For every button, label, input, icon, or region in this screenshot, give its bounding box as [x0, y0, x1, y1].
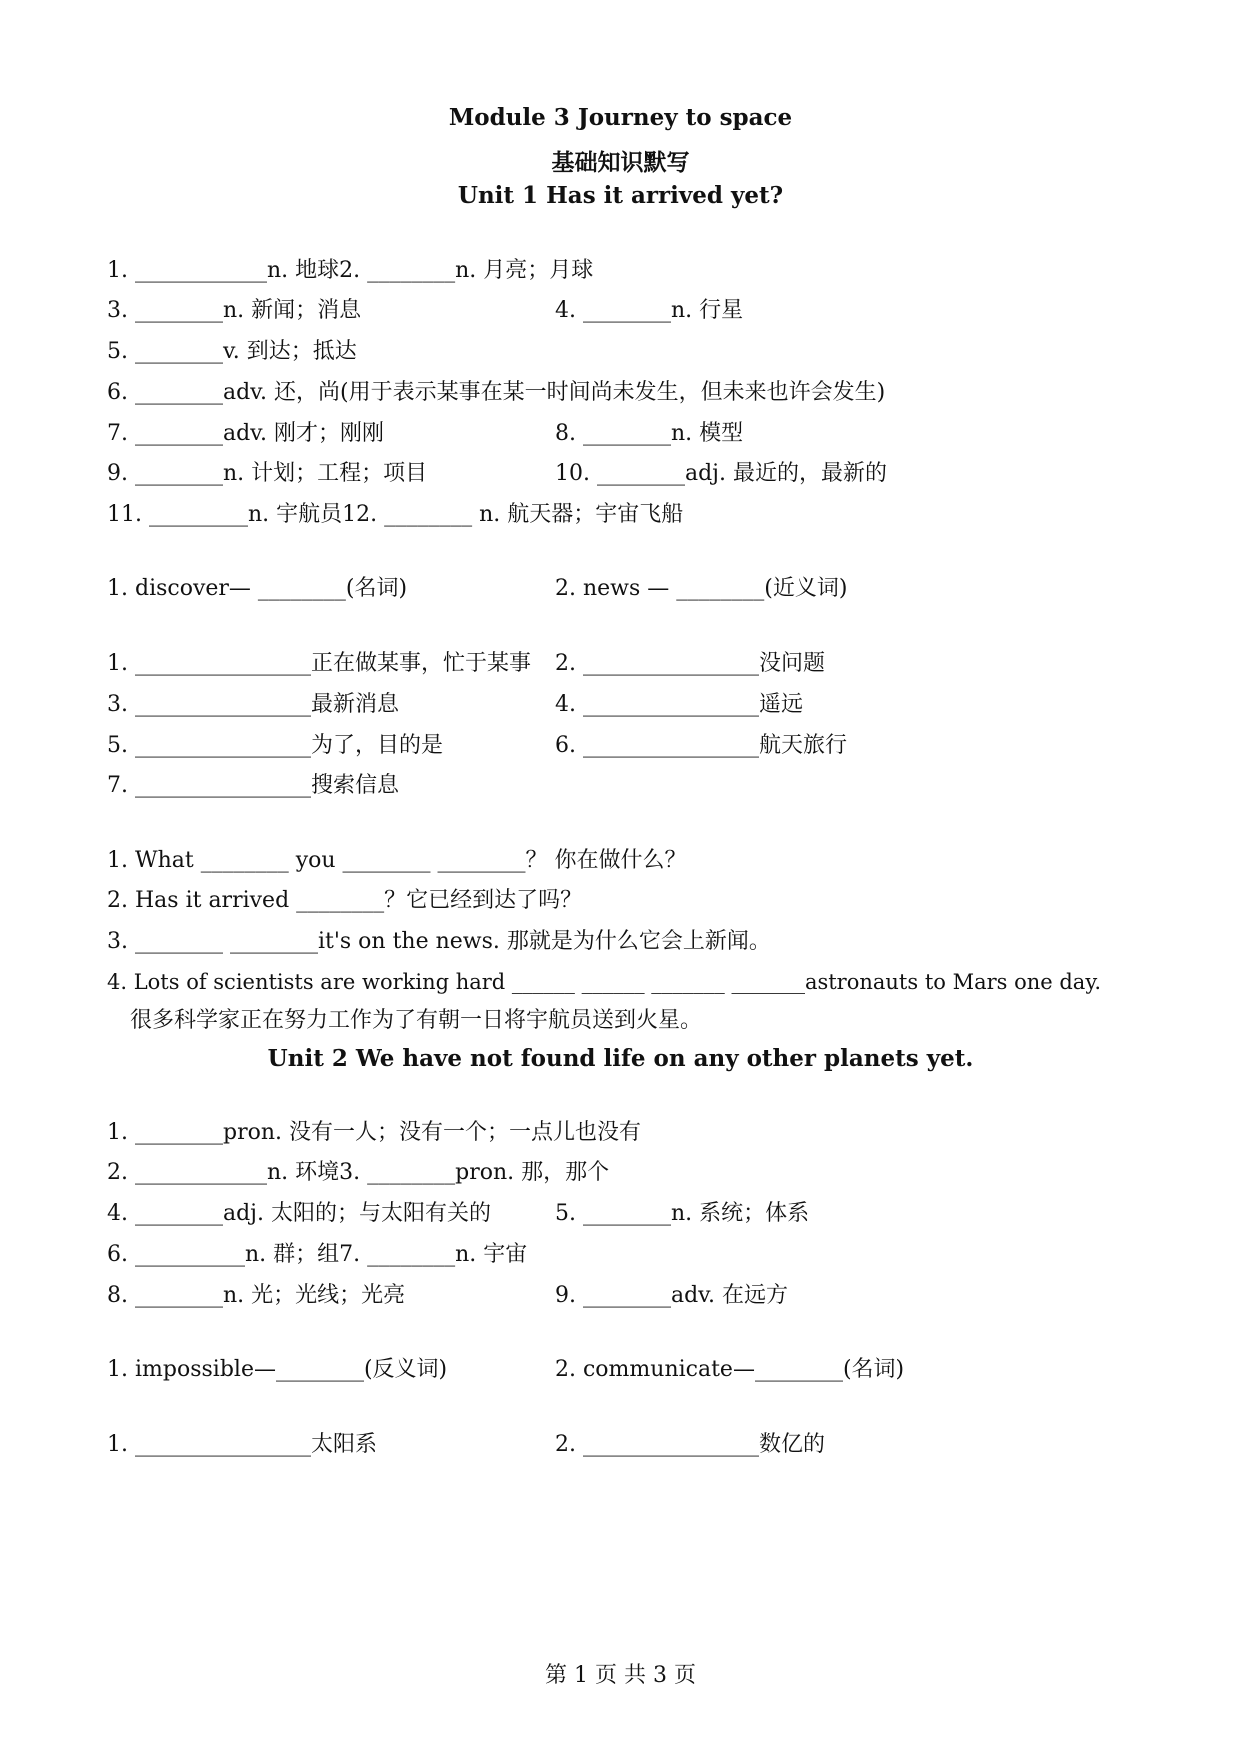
unit1-vocab-line: 5. ________v. 到达；抵达: [107, 339, 357, 364]
unit1-title: Unit 1 Has it arrived yet?: [457, 182, 784, 209]
unit1-sentence-line: 1. What ________ you ________ ________？ 你在做什么？: [107, 848, 687, 873]
unit1-sentence-line: 3. ________ ________it's on the news. 那就是为什么它会上新闻。: [107, 929, 771, 954]
unit1-phrase-line: 6. ________________航天旅行: [555, 733, 847, 758]
unit1-vocab-line: 1. ____________n. 地球2. ________n. 月亮；月球: [107, 258, 594, 283]
unit1-vocab-line: 6. ________adv. 还，尚(用于表示某事在某一时间尚未发生，但未来也许会发生): [107, 380, 886, 405]
unit2-vocab-line: 1. ________pron. 没有一人；没有一个；一点儿也没有: [107, 1120, 641, 1145]
unit2-form-line: 2. communicate—________(名词): [555, 1357, 905, 1382]
unit2-vocab-line: 5. ________n. 系统；体系: [555, 1201, 810, 1226]
unit1-sentence-line: 2. Has it arrived ________？它已经到达了吗？: [107, 888, 583, 913]
unit1-vocab-line: 8. ________n. 模型: [555, 421, 744, 446]
unit1-phrase-line: 5. ________________为了，目的是: [107, 733, 443, 758]
unit2-form-line: 1. impossible—________(反义词): [107, 1357, 448, 1382]
unit2-vocab-line: 6. __________n. 群；组7. ________n. 宇宙: [107, 1242, 528, 1267]
unit1-vocab-line: 11. _________n. 宇航员12. ________ n. 航天器；宇宙飞船: [107, 502, 684, 527]
page-footer: 第 1 页 共 3 页: [545, 1663, 696, 1688]
unit2-vocab-line: 8. ________n. 光；光线；光亮: [107, 1283, 406, 1308]
unit1-form-line: 1. discover— ________(名词): [107, 576, 408, 601]
unit1-vocab-line: 10. ________adj. 最近的，最新的: [555, 461, 887, 486]
unit2-vocab-line: 2. ____________n. 环境3. ________pron. 那，那个: [107, 1160, 610, 1185]
unit1-phrase-line: 4. ________________遥远: [555, 692, 803, 717]
unit2-vocab-line: 4. ________adj. 太阳的；与太阳有关的: [107, 1201, 491, 1226]
unit1-sentence-line: 4. Lots of scientists are working hard ______ ______ _______ _______astronauts to Mars one day.: [107, 970, 1102, 994]
unit1-vocab-line: 3. ________n. 新闻；消息: [107, 298, 362, 323]
unit2-phrase-line: 1. ________________太阳系: [107, 1432, 377, 1457]
unit2-vocab-line: 9. ________adv. 在远方: [555, 1283, 788, 1308]
unit1-sentence-translation: 很多科学家正在努力工作为了有朝一日将宇航员送到火星。: [130, 1008, 703, 1033]
unit2-phrase-line: 2. ________________数亿的: [555, 1432, 825, 1457]
unit1-vocab-line: 9. ________n. 计划；工程；项目: [107, 461, 428, 486]
unit1-phrase-line: 3. ________________最新消息: [107, 692, 399, 717]
unit1-phrase-line: 2. ________________没问题: [555, 651, 825, 676]
module-title: Module 3 Journey to space: [448, 104, 793, 131]
unit1-phrase-line: 7. ________________搜索信息: [107, 773, 399, 798]
subtitle: 基础知识默写: [551, 149, 690, 176]
unit1-form-line: 2. news — ________(近义词): [555, 576, 848, 601]
unit2-title: Unit 2 We have not found life on any other planets yet.: [267, 1045, 974, 1072]
unit1-phrase-line: 1. ________________正在做某事，忙于某事: [107, 651, 531, 676]
unit1-vocab-line: 4. ________n. 行星: [555, 298, 744, 323]
unit1-vocab-line: 7. ________adv. 刚才；刚刚: [107, 421, 384, 446]
